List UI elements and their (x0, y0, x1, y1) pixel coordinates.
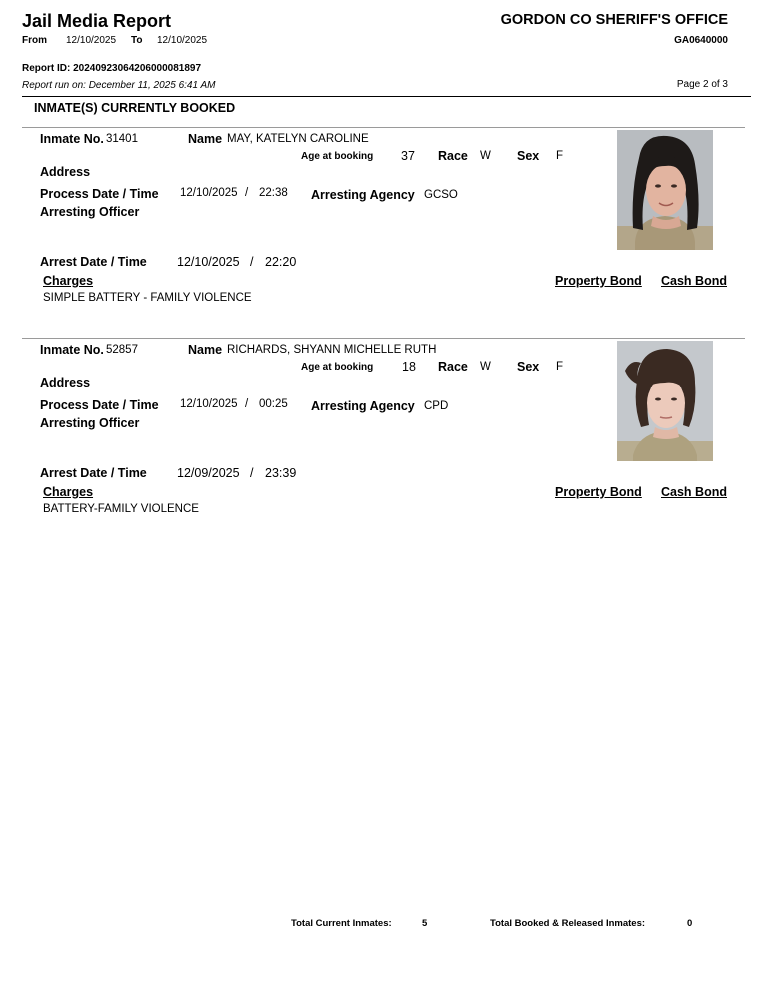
record-divider (22, 338, 745, 339)
charges-label: Charges (43, 274, 94, 288)
race-value: W (480, 150, 491, 162)
sex-label: Sex (517, 149, 540, 163)
arrest-date: 12/09/2025 (177, 466, 240, 480)
from-date: 12/10/2025 (66, 35, 117, 46)
sex-value: F (556, 361, 564, 373)
name-value: MAY, KATELYN CAROLINE (227, 133, 369, 145)
total-current-value: 5 (422, 918, 428, 929)
arresting-agency-label: Arresting Agency (311, 188, 415, 202)
report-id: Report ID: 20240923064206000081897 (22, 63, 202, 74)
property-bond-label: Property Bond (555, 485, 642, 499)
total-current-label: Total Current Inmates: (291, 918, 392, 929)
process-time: 22:38 (259, 187, 288, 199)
report-title: Jail Media Report (22, 11, 172, 31)
process-slash: / (245, 398, 249, 410)
cash-bond-label: Cash Bond (661, 485, 727, 499)
charges-label: Charges (43, 485, 94, 499)
process-slash: / (245, 187, 249, 199)
arresting-agency-label: Arresting Agency (311, 399, 415, 413)
arresting-agency-value: GCSO (424, 189, 458, 201)
property-bond-label: Property Bond (555, 274, 642, 288)
sex-value: F (556, 150, 564, 162)
page-number: Page 2 of 3 (676, 79, 728, 90)
race-label: Race (438, 149, 468, 163)
process-date: 12/10/2025 (180, 398, 238, 410)
address-label: Address (40, 376, 91, 390)
arrest-label: Arrest Date / Time (40, 466, 147, 480)
age-label: Age at booking (301, 362, 374, 373)
inmate-no-label: Inmate No. (40, 343, 104, 357)
age-value: 37 (401, 149, 415, 163)
name-label: Name (188, 343, 223, 357)
arrest-label: Arrest Date / Time (40, 255, 147, 269)
sex-label: Sex (517, 360, 540, 374)
address-label: Address (40, 165, 91, 179)
process-date: 12/10/2025 (180, 187, 238, 199)
header-divider (22, 96, 751, 97)
section-heading: INMATE(S) CURRENTLY BOOKED (34, 101, 236, 115)
from-label: From (22, 35, 47, 46)
process-label: Process Date / Time (40, 187, 159, 201)
to-date: 12/10/2025 (157, 35, 208, 46)
arrest-date: 12/10/2025 (177, 255, 240, 269)
record-divider (22, 127, 745, 128)
arresting-officer-label: Arresting Officer (40, 416, 140, 430)
charge-description: SIMPLE BATTERY - FAMILY VIOLENCE (43, 292, 252, 304)
arrest-time: 22:20 (265, 255, 297, 269)
name-value: RICHARDS, SHYANN MICHELLE RUTH (227, 344, 437, 356)
age-label: Age at booking (301, 151, 374, 162)
booking-photo (617, 130, 713, 250)
report-run-on: Report run on: December 11, 2025 6:41 AM (22, 80, 216, 91)
name-label: Name (188, 132, 223, 146)
booking-photo (617, 341, 713, 461)
arresting-officer-label: Arresting Officer (40, 205, 140, 219)
to-label: To (131, 35, 143, 46)
arrest-time: 23:39 (265, 466, 297, 480)
inmate-no-label: Inmate No. (40, 132, 104, 146)
inmate-no-value: 31401 (106, 133, 138, 145)
cash-bond-label: Cash Bond (661, 274, 727, 288)
arrest-slash: / (250, 466, 254, 480)
total-released-label: Total Booked & Released Inmates: (490, 918, 646, 929)
process-label: Process Date / Time (40, 398, 159, 412)
charge-description: BATTERY-FAMILY VIOLENCE (43, 503, 199, 515)
race-label: Race (438, 360, 468, 374)
inmate-no-value: 52857 (106, 344, 138, 356)
total-released-value: 0 (687, 918, 693, 929)
age-value: 18 (402, 360, 416, 374)
agency-code: GA0640000 (674, 35, 728, 46)
race-value: W (480, 361, 491, 373)
agency-name: GORDON CO SHERIFF'S OFFICE (500, 12, 728, 28)
process-time: 00:25 (259, 398, 288, 410)
arresting-agency-value: CPD (424, 400, 449, 412)
arrest-slash: / (250, 255, 254, 269)
